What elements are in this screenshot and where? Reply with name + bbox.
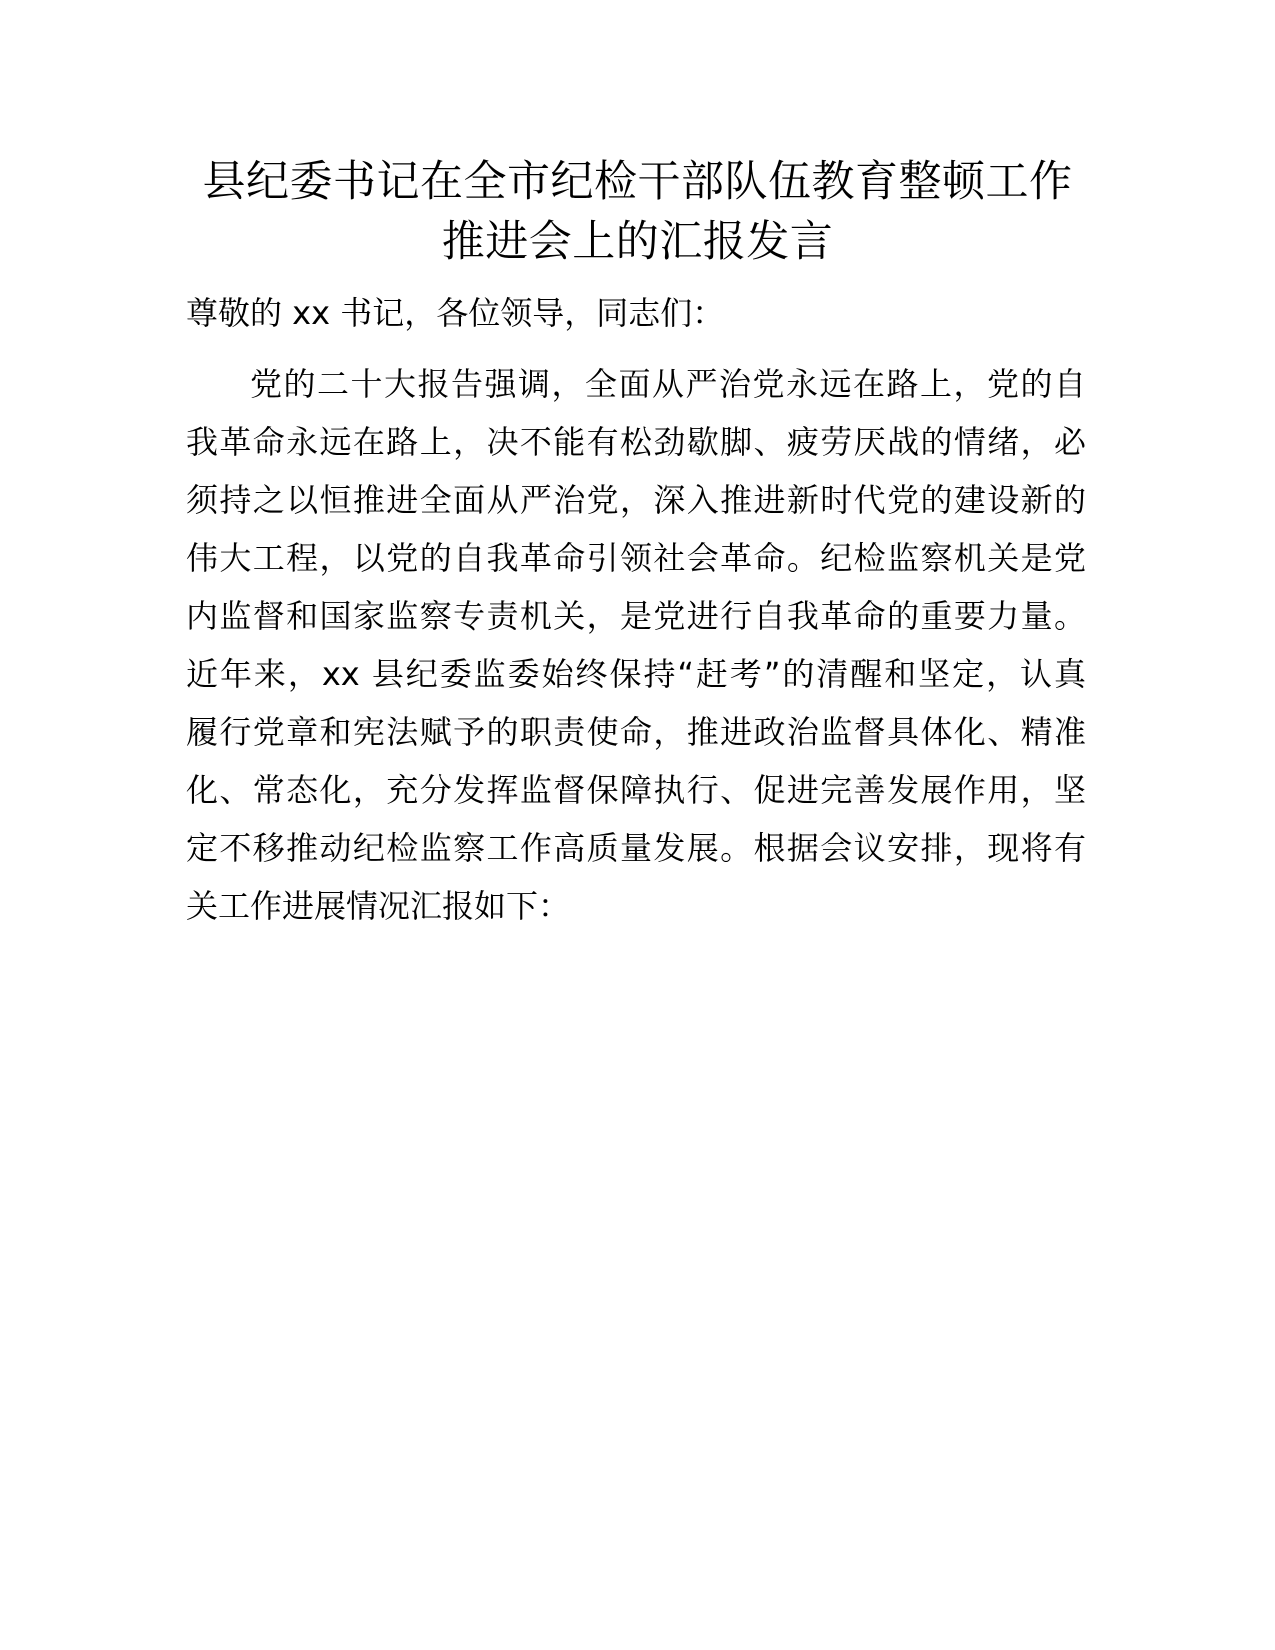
paragraph-line-4: 伟大工程，以党的自我革命引领社会革命。纪检监察机关是党 (186, 539, 1086, 577)
paragraph-line-7: 履行党章和宪法赋予的职责使命，推进政治监督具体化、精准 (186, 713, 1086, 751)
salutation: 尊敬的 xx 书记，各位领导，同志们： (186, 294, 725, 332)
paragraph-line-6: 近年来，xx 县纪委监委始终保持“赶考”的清醒和坚定，认真 (186, 655, 1086, 693)
paragraph-line-2: 我革命永远在路上，决不能有松劲歇脚、疲劳厌战的情绪，必 (186, 423, 1086, 461)
paragraph-line-1: 党的二十大报告强调，全面从严治党永远在路上，党的自 (250, 365, 1086, 403)
document-title-line-2: 推进会上的汇报发言 (441, 217, 834, 267)
document-title-line-1: 县纪委书记在全市纪检干部队伍教育整顿工作 (202, 157, 1073, 207)
paragraph-line-5: 内监督和国家监察专责机关，是党进行自我革命的重要力量。 (186, 597, 1086, 635)
paragraph-line-8: 化、常态化，充分发挥监督保障执行、促进完善发展作用，坚 (186, 771, 1086, 809)
body-paragraph (186, 355, 1086, 935)
paragraph-line-9: 定不移推动纪检监察工作高质量发展。根据会议安排，现将有 (186, 829, 1086, 867)
paragraph-line-10: 关工作进展情况汇报如下： (186, 887, 571, 925)
paragraph-line-3: 须持之以恒推进全面从严治党，深入推进新时代党的建设新的 (186, 481, 1086, 519)
